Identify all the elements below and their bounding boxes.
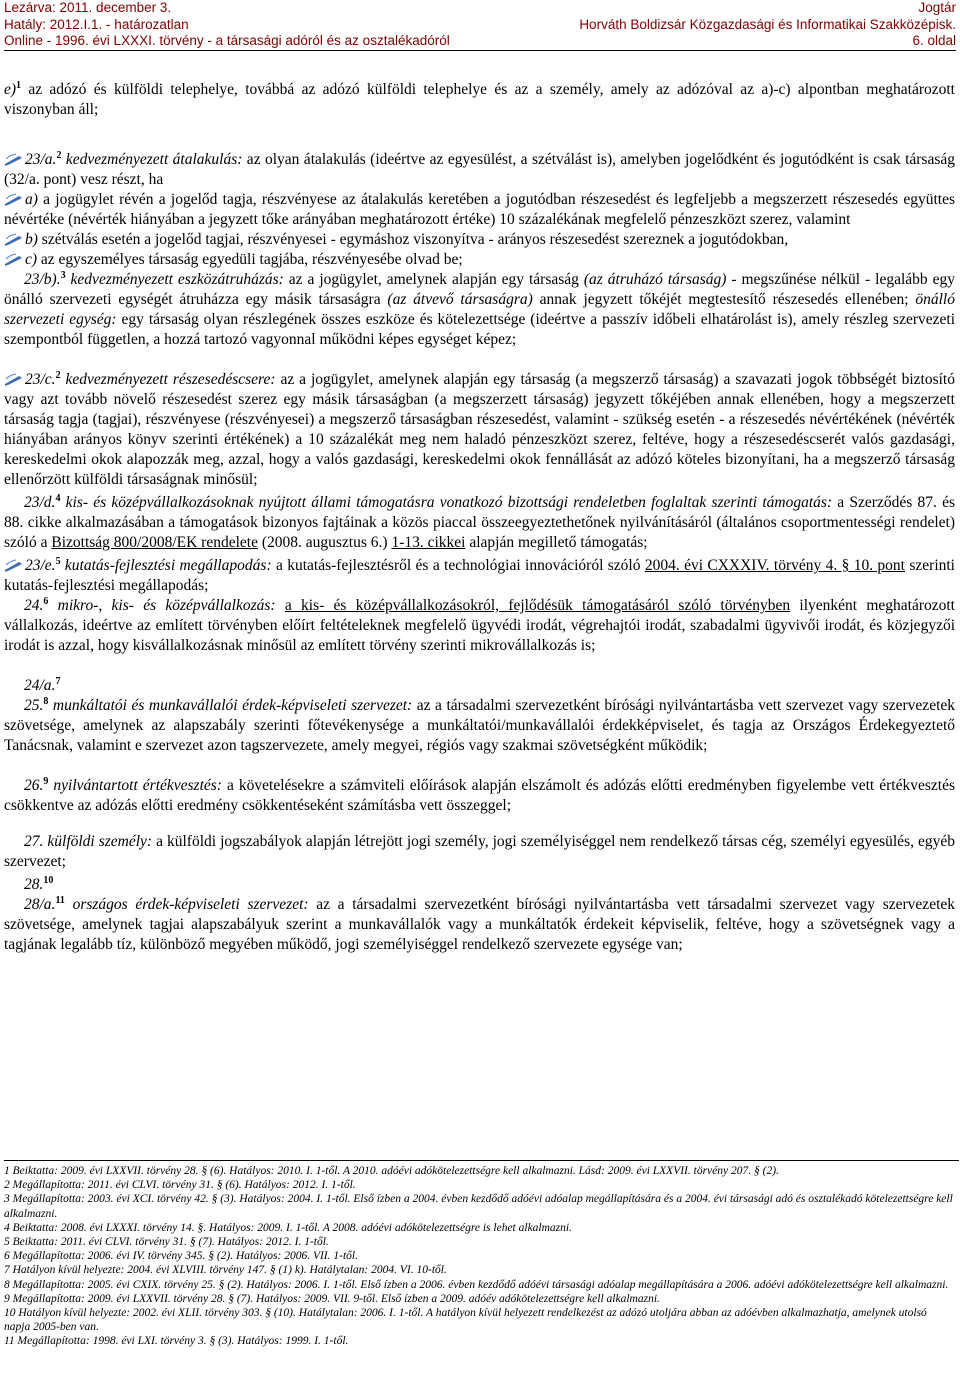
header-law-title: Online - 1996. évi LXXXI. törvény - a társasági adóról és az osztalékadóról xyxy=(4,33,450,48)
term: külföldi személy: xyxy=(43,833,153,850)
pen-icon[interactable] xyxy=(4,253,23,266)
pen-icon[interactable] xyxy=(4,559,23,572)
term: kedvezményezett részesedéscsere: xyxy=(60,371,276,388)
para-e: e)$^1$ az adózó és külföldi telephelye, továbbá az adózó külföldi telephelye és az a személy, amely az adózóval az a)-c) alpontban meghatározott viszonyban áll; xyxy=(4,80,955,118)
pen-icon[interactable] xyxy=(4,233,23,246)
document-body xyxy=(4,80,955,955)
footnote: 6 Megállapította: 2006. évi IV. törvény 345. § (2). Hatályos: 2006. VII. 1-től. xyxy=(4,1250,358,1263)
pen-icon[interactable] xyxy=(4,373,23,386)
term: mikro-, kis- és középvállalkozás: xyxy=(48,597,276,614)
para-24: 24.$^6$ mikro-, kis- és középvállalkozás: a kis- és középvállalkozásokról, fejlődésük támogatásáról szóló törvényben ilyenként meghatározott vállalkozás, ideértve az említett törvényben előírt feltételeknek megfelelő ügyvédi irodát, végrehajtói irodát, szabadalmi ügyvivői irodát, és közjegyzői irodát is azzal, hogy kisvállalkozásnak minősül az említett törvény szerinti mikrovállalkozás is; xyxy=(4,596,955,654)
footnote-ref[interactable]: 8 xyxy=(43,696,49,707)
header-page-number: 6. oldal xyxy=(912,33,956,48)
para-23e: 23/e.$^5$ kutatás-fejlesztési megállapodás: a kutatás-fejlesztésről és a technológiai innovációról szóló 2004. évi CXXXIV. törvény 4. § 10. pont szerinti kutatás-fejlesztési megállapodás; xyxy=(4,556,955,594)
footnote: 11 Megállapította: 1998. évi LXI. törvény 3. § (3). Hatályos: 1999. I. 1-től. xyxy=(4,1335,349,1348)
footnote-ref[interactable]: 11 xyxy=(55,895,65,906)
footnote: 8 Megállapította: 2005. évi CXIX. törvény 25. § (2). Hatályos: 2006. I. 1-től. Első ízben a 2006. évben kezdődő adóévi társasági adóalap megállapítására a 2006. adóévi adókötelezettségre kell alkalmazni. xyxy=(4,1278,949,1291)
para-e-label: e) xyxy=(4,81,17,98)
footnote: 2 Megállapította: 2011. évi CLVI. törvény 31. § (6). Hatályos: 2012. I. 1-től. xyxy=(4,1179,356,1192)
footnote: 4 Beiktatta: 2008. évi LXXXI. törvény 14. §. Hatályos: 2009. I. 1-től. A 2008. adóévi adókötelezettségre is lehet alkalmazni. xyxy=(4,1221,572,1234)
footnote-ref[interactable]: 6 xyxy=(43,596,49,607)
footnote-ref[interactable]: 2 xyxy=(56,150,62,161)
header-school: Horváth Boldizsár Közgazdasági és Informatikai Szakközépisk. xyxy=(579,16,956,32)
term: kutatás-fejlesztési megállapodás: xyxy=(60,557,272,574)
para-23a: 23/a.$^2$ kedvezményezett átalakulás: az olyan átalakulás (ideértve az egyesülést, a szétválást is), amelyben jogelődként és jogutódként is csak társaság (32/a. pont) vesz részt, ha xyxy=(4,150,956,188)
law-link[interactable]: a kis- és középvállalkozásokról, fejlődésük támogatásáról szóló törvényben xyxy=(284,597,791,614)
footnote-ref[interactable]: 1 xyxy=(16,80,22,91)
law-link[interactable]: 1-13. cikkei xyxy=(391,534,466,551)
para-23a-c: c) az egyszemélyes társaság egyedüli tagjába, részvényesébe olvad be; xyxy=(4,250,955,270)
para-23c: 23/c.$^2$ kedvezményezett részesedéscsere: az a jogügylet, amelynek alapján egy társaság (a megszerző társaság) a szavazati jogok többségét biztosító vagy azt tovább növelő részesedést szerez egy másik társaságban (a megszerzett társaság) jegyzett tőkéjében annak ellenében, hogy a megszerzett társaság tagja (tagjai), részvényese (részvényesei) a megszerző társaságban részesedést, valamint - szükség esetén - a részesedés névértékének (névérték hiányában arányos könyv szerinti értékének) a 10 százalékát meg nem haladó pénzeszközt szerez, feltéve, hogy a részesedéscserét valós gazdasági, kereskedelmi okok alapozzák meg, azzal, hogy a valós gazdasági, kereskedelmi okok fennállását az adózó köteles bizonyítani, ha a megszerző társaság ellenőrzött külföldi társaságnak minősül; xyxy=(4,370,955,488)
para-24a: 24/a.$^7$ xyxy=(24,676,61,694)
term: országos érdek-képviseleti szervezet: xyxy=(64,896,309,913)
term: nyilvántartott értékvesztés: xyxy=(48,777,222,794)
footnote-ref[interactable]: 2 xyxy=(55,370,61,381)
para-23d: 23/d.$^4$ kis- és középvállalkozásoknak nyújtott állami támogatásra vonatkozó bizottsági rendeletben foglaltak szerinti támogatás: a Szerződés 87. és 88. cikke alkalmazásában a támogatások bizonyos fajtáinak a közös piaccal összeegyeztethetőnek nyilvánításáról (általános csoportmentességi rendelet) szóló a Bizottság 800/2008/EK rendelete (2008. augusztus 6.) 1-13. cikkei alapján megillető támogatás; xyxy=(4,493,955,551)
para-23b: 23/b).$^3$ kedvezményezett eszközátruházás: az a jogügylet, amelynek alapján egy társaság (az átruházó társaság) - megszűnése nélkül - legalább egy önálló szervezeti egységét átruházza egy másik társaságra (az átvevő társaságra) annak jegyzett tőkéjét megtestesítő részesedés ellenében; önálló szervezeti egység: egy társaság olyan részlegének összes eszköze és kötelezettsége (ideértve a passzív időbeli elhatárolást is), amely részleg szervezeti szempontból független, a hozzá tartozó vagyonnal működni képes egységet képez; xyxy=(4,270,956,348)
term: munkáltatói és munkavállalói érdek-képviseleti szervezet: xyxy=(48,697,413,714)
footnote: 3 Megállapította: 2003. évi XCI. törvény 42. § (3). Hatályos: 2004. I. 1-től. Első ízben a 2004. évben kezdődő adóévi adóalap megállapítására és a 2004. évi társasági adó és osztalékadó kötelezettségre kell alkalmazni. xyxy=(4,1193,953,1220)
para-23a-a: a) a jogügylet révén a jogelőd tagja, részvényese az átalakulás keretében a jogutódban részesedést és legfeljebb a megszerzett részesedés együttes névértéke (névérték hiányában a jegyzett tőke arányában meghatározott értéke) 10 százalékának megfelelő pénzeszközt szerez, valamint xyxy=(4,191,955,228)
footnote: 10 Hatályon kívül helyezte: 2002. évi XLII. törvény 303. § (10). Hatálytalan: 2006. I. 1-től. A hatályon kívül helyezett rendelkezést az adózó utoljára abban az adóévben alkalmazhatja, amelynek utolsó napja 2005-ben van. xyxy=(4,1307,927,1334)
footnote-ref[interactable]: 7 xyxy=(55,676,61,687)
footnote-separator xyxy=(4,1160,959,1161)
header-left xyxy=(4,0,450,50)
footnote-ref[interactable]: 3 xyxy=(60,270,66,281)
para-23a-b: b) szétválás esetén a jogelőd tagjai, részvényesei - egymáshoz viszonyítva - arányos részesedést szereznek a jogutódokban, xyxy=(4,230,955,250)
para-27: 27. külföldi személy: a külföldi jogszabályok alapján létrejött jogi személy, jogi személyiséggel nem rendelkező társas cég, személyi egyesülés, egyéb szervezet; xyxy=(4,833,955,870)
footnote-ref[interactable]: 10 xyxy=(43,875,54,886)
para-28: 28.10 xyxy=(24,875,54,893)
term: kedvezményezett eszközátruházás: xyxy=(65,271,284,288)
pen-icon[interactable] xyxy=(4,193,23,206)
header-right xyxy=(579,0,956,50)
footnote: 5 Beiktatta: 2011. évi CLVI. törvény 31. § (7). Hatályos: 2012. I. 1-től. xyxy=(4,1236,329,1249)
law-link[interactable]: 2004. évi CXXXIV. törvény 4. § 10. pont xyxy=(644,557,905,574)
term: kis- és középvállalkozásoknak nyújtott állami támogatásra vonatkozó bizottsági rendeletben foglaltak szerinti támogatás: xyxy=(60,494,833,511)
footnote: 7 Hatályon kívül helyezte: 2004. évi XLVIII. törvény 147. § (1) k). Hatálytalan: 2004. VI. 10-től. xyxy=(4,1264,447,1277)
para-25: 25.$^8$ munkáltatói és munkavállalói érdek-képviseleti szervezet: az a társadalmi szervezetként bírósági nyilvántartásba vett szervezet vagy szervezetek szövetsége, amelynek az alapszabály szerinti főtevékenysége a munkáltatói/munkavállalói érdekképviselet, és tagja az Országos Érdekegyeztető Tanácsnak, valamint e szervezet azon tagszervezete, amely megyei, régiós vagy szakmai szövetségként működik; xyxy=(4,696,956,754)
term: kedvezményezett átalakulás: xyxy=(61,151,243,168)
para-28a: 28/a.$^{11}$ országos érdek-képviseleti szervezet: az a társadalmi szervezetként bírósági nyilvántartásba vett társadalmi szervezet vagy szervezetek szövetsége, amelynek tagjai alapszabályuk szerint a munkavállalók vagy a munkáltatók érdekeit képviselik, feltéve, hogy a szövetségnek vagy a tagjának legalább tíz, különböző megyében működő, jogi személyiséggel rendelkező szervezete egysége van; xyxy=(4,895,956,953)
page-header xyxy=(4,0,956,51)
para-26: 26.$^9$ nyilvántartott értékvesztés: a követelésekre a számviteli előírások alapján elszámolt és adózás előtti eredményben figyelembe vett értékvesztés csökkentve az adózás előtti eredmény csökkentéseként számításba vett összeggel; xyxy=(4,776,955,814)
footnote: 9 Megállapította: 2009. évi LXXVII. törvény 28. § (7). Hatályos: 2009. VII. 9-től. Első ízben a 2009. adóév adókötelezettségre kell alkalmazni. xyxy=(4,1292,660,1305)
law-link[interactable]: Bizottság 800/2008/EK rendelete xyxy=(51,534,258,551)
pen-icon[interactable] xyxy=(4,153,23,166)
footnote-ref[interactable]: 5 xyxy=(55,556,61,567)
footnote-ref[interactable]: 9 xyxy=(43,776,49,787)
footnotes xyxy=(4,1164,955,1349)
footnote-ref[interactable]: 4 xyxy=(55,493,61,504)
header-closed-date: Lezárva: 2011. december 3. xyxy=(4,0,172,15)
header-source: Jogtár xyxy=(918,0,956,15)
header-validity: Hatály: 2012.I.1. - határozatlan xyxy=(4,16,189,32)
footnote: 1 Beiktatta: 2009. évi LXXVII. törvény 28. § (6). Hatályos: 2010. I. 1-től. A 2010. adóévi adókötelezettségre kell alkalmazni. Lásd: 2009. évi LXXVII. törvény 207. § (2). xyxy=(4,1165,779,1177)
